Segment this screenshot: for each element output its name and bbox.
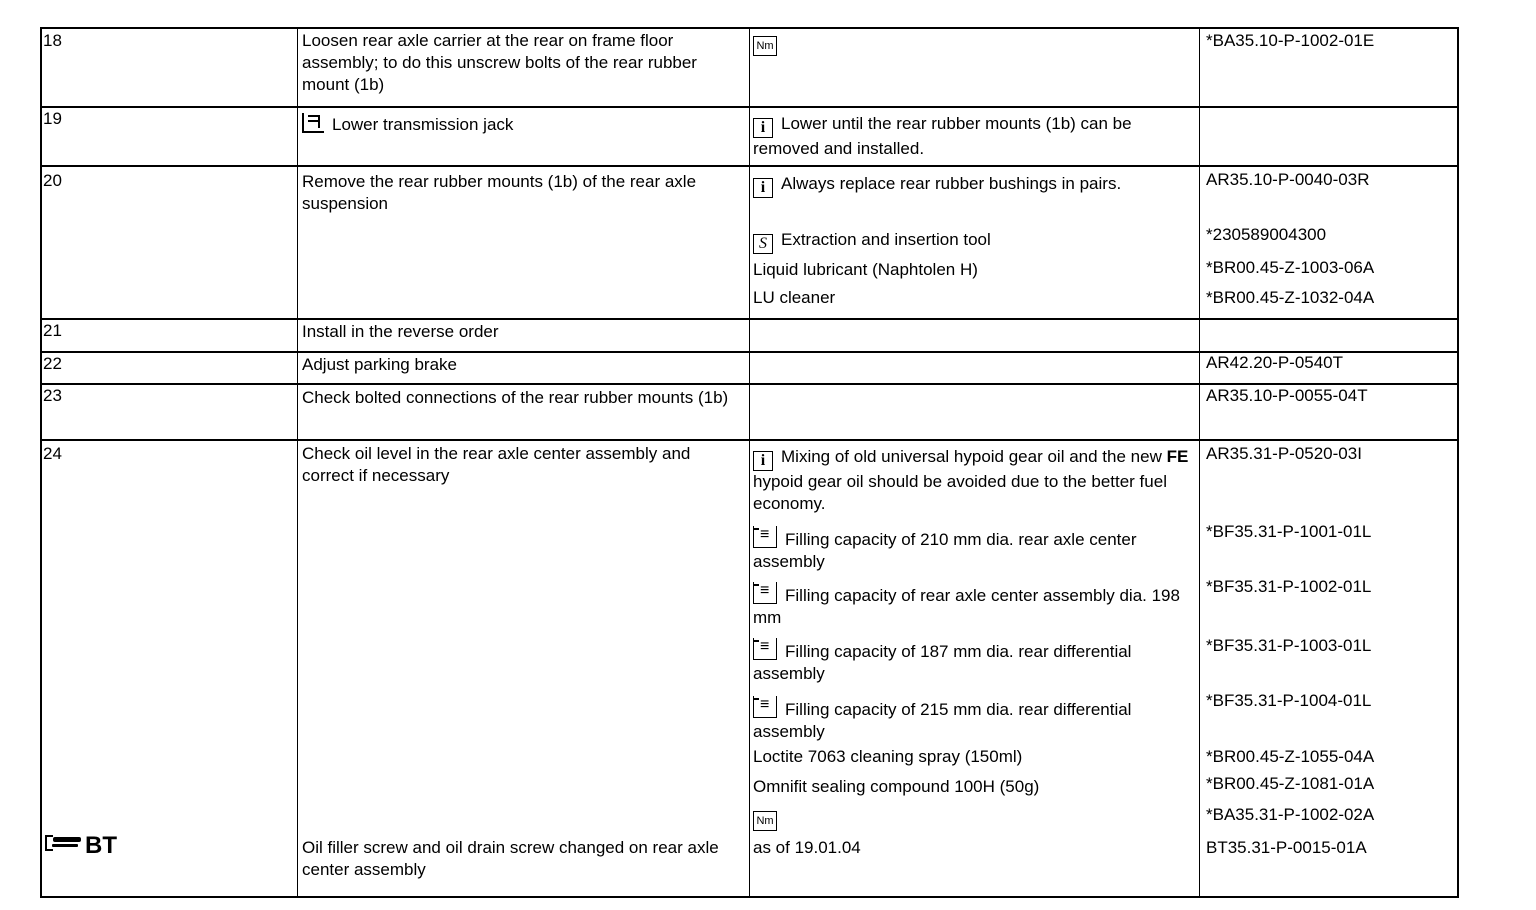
filling-capacity-icon [753, 638, 777, 660]
table-border-left [40, 27, 42, 898]
note [753, 229, 1193, 254]
reference-link[interactable]: *BF35.31-P-1002-01L [1206, 577, 1372, 596]
operation-text: Lower transmission jack [332, 115, 514, 134]
pointing-hand-icon [45, 834, 81, 852]
step-number: 22 [43, 354, 62, 373]
reference-link[interactable]: *BF35.31-P-1001-01L [1206, 522, 1372, 541]
column-divider-2 [749, 27, 750, 898]
operation [302, 113, 742, 136]
info-icon: i [753, 118, 773, 138]
step-number: 19 [43, 109, 62, 128]
note [753, 113, 1193, 160]
note-text: Extraction and insertion tool [781, 230, 991, 249]
note [753, 582, 1193, 629]
reference-link[interactable]: *BR00.45-Z-1032-04A [1206, 288, 1375, 307]
reference-link[interactable]: AR35.31-P-0520-03I [1206, 444, 1362, 463]
nm-torque-icon: Nm [753, 811, 777, 831]
note [753, 173, 1193, 198]
operation-text: Remove the rear rubber mounts (1b) of the rear axle suspension [302, 172, 697, 213]
note [753, 696, 1193, 743]
note [753, 805, 1193, 831]
note-text: Mixing of old universal hypoid gear oil and the new [781, 447, 1167, 466]
info-icon: i [753, 451, 773, 471]
reference-link[interactable]: *BR00.45-Z-1055-04A [1206, 747, 1375, 766]
special-tool-icon: S [753, 234, 773, 254]
reference-link[interactable]: AR35.10-P-0040-03R [1206, 170, 1370, 189]
note-emphasis: FE [1166, 447, 1189, 466]
reference-link[interactable]: AR42.20-P-0540T [1206, 353, 1344, 372]
step-number: 18 [43, 31, 62, 50]
filling-capacity-icon [753, 696, 777, 718]
note-text: LU cleaner [753, 288, 836, 307]
bt-label: BT [85, 832, 117, 859]
reference-link[interactable]: *BR00.45-Z-1081-01A [1206, 774, 1375, 793]
reference-link[interactable]: BT35.31-P-0015-01A [1206, 838, 1367, 857]
reference-link[interactable]: *BA35.31-P-1002-02A [1206, 805, 1375, 824]
note-text: Filling capacity of rear axle center assembly dia. 198 mm [753, 586, 1180, 627]
note [753, 526, 1193, 573]
transmission-jack-icon [302, 113, 324, 133]
bt-operation-text: Oil filler screw and oil drain screw changed on rear axle center assembly [302, 838, 719, 879]
note-text: Filling capacity of 210 mm dia. rear axle center assembly [753, 530, 1137, 571]
row-divider [40, 27, 1459, 29]
step-number: 20 [43, 171, 62, 190]
reference-link[interactable]: *BA35.10-P-1002-01E [1206, 31, 1375, 50]
bt-note-text: as of 19.01.04 [753, 838, 861, 857]
table-border-right [1457, 27, 1459, 898]
operation-text: Install in the reverse order [302, 322, 499, 341]
operation-text: Adjust parking brake [302, 355, 457, 374]
note-text: Liquid lubricant (Naphtolen H) [753, 260, 978, 279]
note-text: Loctite 7063 cleaning spray (150ml) [753, 747, 1023, 766]
note-text: Filling capacity of 215 mm dia. rear differential assembly [753, 700, 1132, 741]
reference-link[interactable]: *BF35.31-P-1004-01L [1206, 691, 1372, 710]
reference-link[interactable]: *230589004300 [1206, 225, 1327, 244]
note-text: hypoid gear oil should be avoided due to the better fuel economy. [753, 472, 1167, 513]
row-divider [40, 439, 1459, 441]
step-number: 23 [43, 386, 62, 405]
note [753, 446, 1193, 515]
note [753, 30, 1193, 56]
step-number: 21 [43, 321, 62, 340]
row-divider [40, 165, 1459, 167]
filling-capacity-icon [753, 582, 777, 604]
info-icon: i [753, 178, 773, 198]
nm-torque-icon: Nm [753, 36, 777, 56]
column-divider-3 [1199, 27, 1200, 898]
column-divider-1 [297, 27, 298, 898]
reference-link[interactable]: *BR00.45-Z-1003-06A [1206, 258, 1375, 277]
reference-link[interactable]: *BF35.31-P-1003-01L [1206, 636, 1372, 655]
note-text: Always replace rear rubber bushings in pairs. [781, 174, 1122, 193]
reference-link[interactable]: AR35.10-P-0055-04T [1206, 386, 1368, 405]
filling-capacity-icon [753, 526, 777, 548]
step-number: 24 [43, 444, 62, 463]
table-border-bottom [40, 896, 1459, 898]
note-text: Filling capacity of 187 mm dia. rear differential assembly [753, 642, 1132, 683]
operation-text: Check bolted connections of the rear rubber mounts (1b) [302, 388, 729, 407]
note-text: Lower until the rear rubber mounts (1b) can be removed and installed. [753, 114, 1132, 158]
bt-marker [45, 832, 117, 860]
note-text: Omnifit sealing compound 100H (50g) [753, 777, 1040, 796]
operation-text: Check oil level in the rear axle center assembly and correct if necessary [302, 444, 691, 485]
operation-text: Loosen rear axle carrier at the rear on frame floor assembly; to do this unscrew bolts of the rear rubber mount (1b) [302, 31, 697, 94]
note [753, 638, 1193, 685]
